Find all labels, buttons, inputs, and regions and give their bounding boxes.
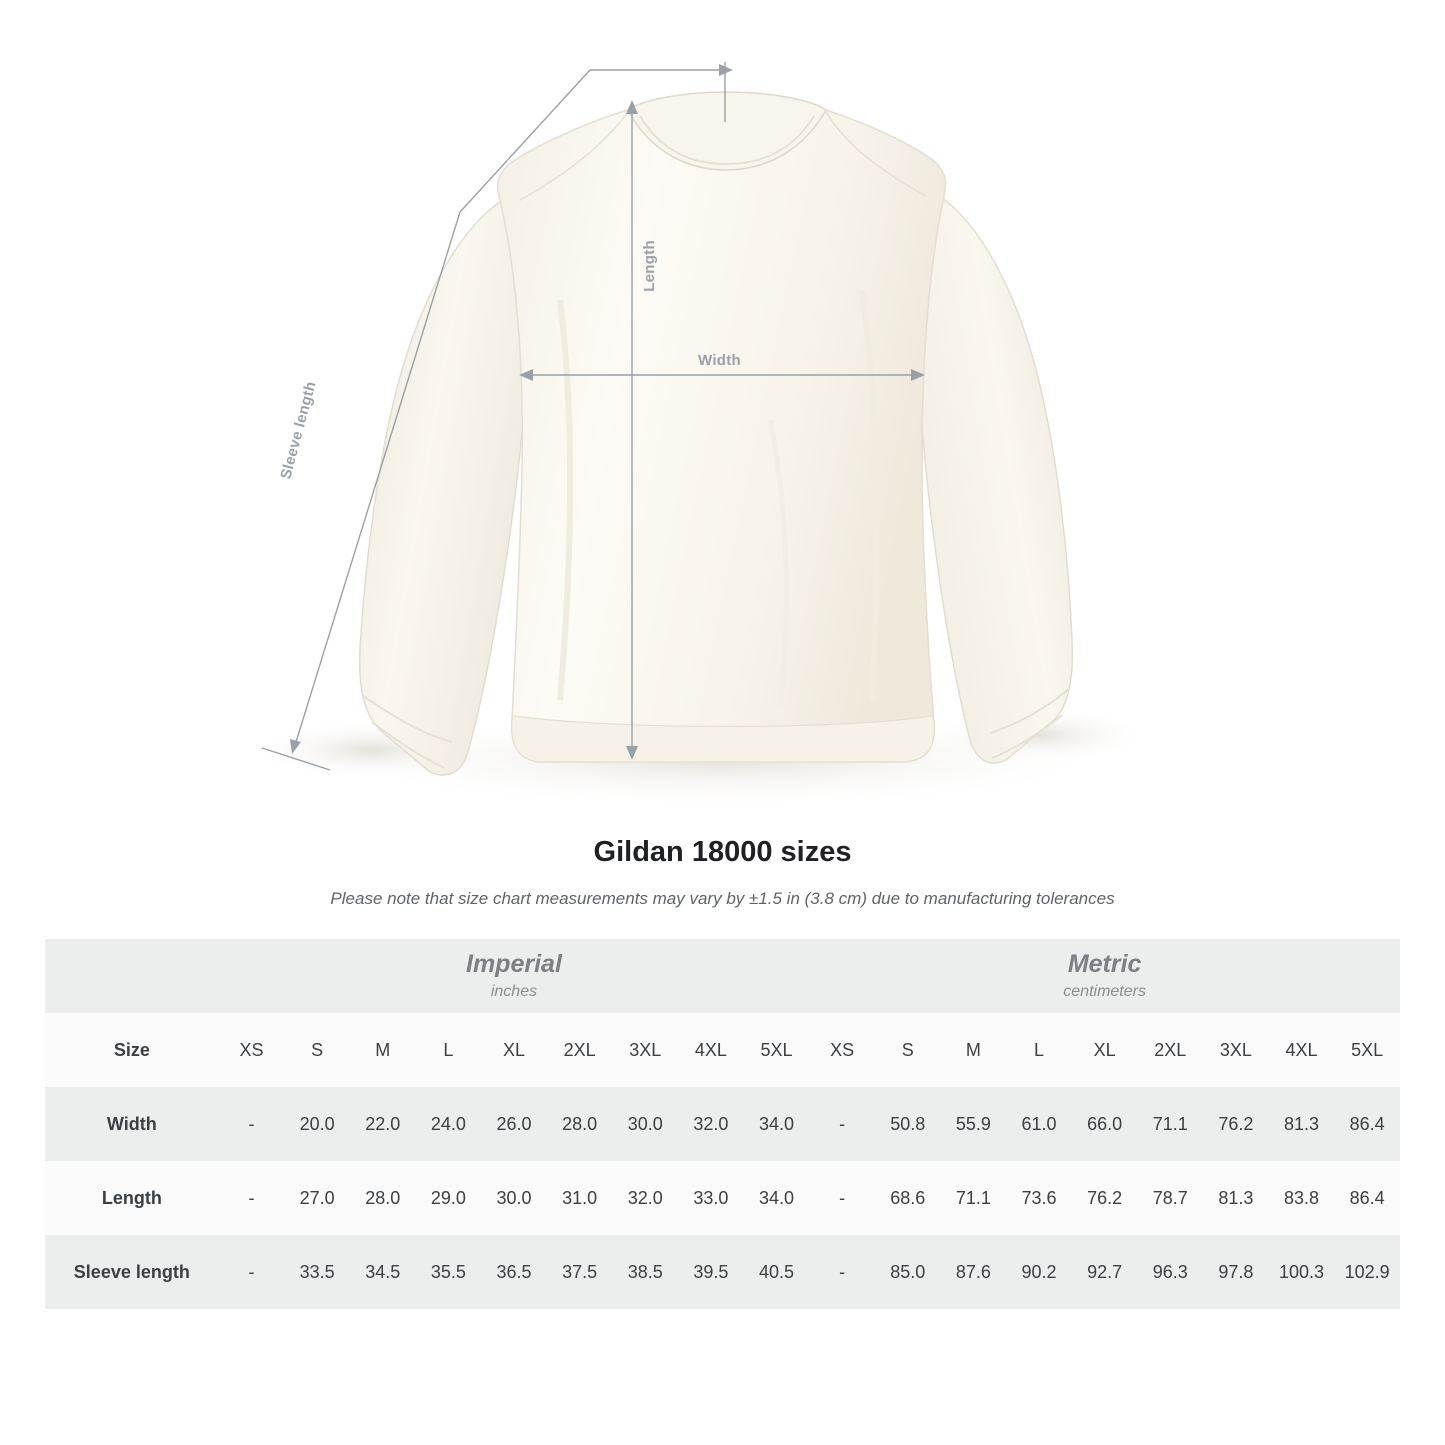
sleeve-met-3: 90.2	[1006, 1235, 1072, 1309]
size-col-imp-5: 2XL	[547, 1013, 613, 1087]
size-col-met-3: L	[1006, 1013, 1072, 1087]
size-col-imp-7: 4XL	[678, 1013, 744, 1087]
sleeve-length-dimension-text: Sleeve length	[277, 379, 320, 482]
size-col-imp-4: XL	[481, 1013, 547, 1087]
width-met-2: 55.9	[941, 1087, 1007, 1161]
imperial-subtitle: inches	[490, 982, 538, 1000]
size-col-met-0: XS	[809, 1013, 875, 1087]
width-met-7: 81.3	[1269, 1087, 1335, 1161]
row-label-sleeve-length: Sleeve length	[45, 1235, 219, 1309]
length-met-8: 86.4	[1334, 1161, 1400, 1235]
table-row-width	[45, 1087, 1400, 1161]
sleeve-imp-3: 35.5	[416, 1235, 482, 1309]
width-imp-1: 20.0	[284, 1087, 350, 1161]
length-imp-2: 28.0	[350, 1161, 416, 1235]
sleeve-met-6: 97.8	[1203, 1235, 1269, 1309]
sleeve-imp-2: 34.5	[350, 1235, 416, 1309]
sleeve-met-0: -	[809, 1235, 875, 1309]
length-met-0: -	[809, 1161, 875, 1235]
length-dimension-label: Length	[641, 240, 658, 292]
title-block	[0, 836, 1445, 909]
sleeve-imp-0: -	[219, 1235, 285, 1309]
width-imp-5: 28.0	[547, 1087, 613, 1161]
width-met-6: 76.2	[1203, 1087, 1269, 1161]
length-imp-5: 31.0	[547, 1161, 613, 1235]
width-met-4: 66.0	[1072, 1087, 1138, 1161]
length-met-4: 76.2	[1072, 1161, 1138, 1235]
metric-title: Metric	[1067, 949, 1142, 978]
size-table	[45, 939, 1400, 1309]
sleeve-imp-6: 38.5	[612, 1235, 678, 1309]
sleeve-imp-7: 39.5	[678, 1235, 744, 1309]
length-met-6: 81.3	[1203, 1161, 1269, 1235]
width-imp-3: 24.0	[416, 1087, 482, 1161]
length-met-3: 73.6	[1006, 1161, 1072, 1235]
width-imp-2: 22.0	[350, 1087, 416, 1161]
width-imp-4: 26.0	[481, 1087, 547, 1161]
width-imp-7: 32.0	[678, 1087, 744, 1161]
size-col-imp-6: 3XL	[612, 1013, 678, 1087]
size-col-met-1: S	[875, 1013, 941, 1087]
sleeve-imp-5: 37.5	[547, 1235, 613, 1309]
width-imp-8: 34.0	[744, 1087, 810, 1161]
table-row-sleeve-length	[45, 1235, 1400, 1309]
page-title: Gildan 18000 sizes	[593, 836, 852, 868]
size-header-label: Size	[45, 1013, 219, 1087]
row-label-length: Length	[45, 1161, 219, 1235]
sleeve-met-7: 100.3	[1269, 1235, 1335, 1309]
size-col-imp-3: L	[416, 1013, 482, 1087]
width-met-0: -	[809, 1087, 875, 1161]
sleeve-imp-4: 36.5	[481, 1235, 547, 1309]
width-imp-0: -	[219, 1087, 285, 1161]
sleeve-imp-8: 40.5	[744, 1235, 810, 1309]
imperial-header	[219, 939, 810, 1013]
length-met-5: 78.7	[1137, 1161, 1203, 1235]
length-imp-8: 34.0	[744, 1161, 810, 1235]
metric-header	[809, 939, 1400, 1013]
sleeve-met-5: 96.3	[1137, 1235, 1203, 1309]
size-col-imp-2: M	[350, 1013, 416, 1087]
size-col-imp-1: S	[284, 1013, 350, 1087]
length-imp-1: 27.0	[284, 1161, 350, 1235]
size-col-imp-8: 5XL	[744, 1013, 810, 1087]
table-row-length	[45, 1161, 1400, 1235]
width-imp-6: 30.0	[612, 1087, 678, 1161]
width-met-8: 86.4	[1334, 1087, 1400, 1161]
row-label-width: Width	[45, 1087, 219, 1161]
metric-subtitle: centimeters	[1063, 982, 1146, 1000]
size-table-wrap	[0, 939, 1445, 1309]
size-col-met-6: 3XL	[1203, 1013, 1269, 1087]
sleeve-met-8: 102.9	[1334, 1235, 1400, 1309]
length-met-7: 83.8	[1269, 1161, 1335, 1235]
length-imp-6: 32.0	[612, 1161, 678, 1235]
size-header-row	[45, 1013, 1400, 1087]
width-met-3: 61.0	[1006, 1087, 1072, 1161]
sleeve-met-4: 92.7	[1072, 1235, 1138, 1309]
length-imp-3: 29.0	[416, 1161, 482, 1235]
width-met-5: 71.1	[1137, 1087, 1203, 1161]
size-col-met-5: 2XL	[1137, 1013, 1203, 1087]
width-met-1: 50.8	[875, 1087, 941, 1161]
size-col-met-8: 5XL	[1334, 1013, 1400, 1087]
sleeve-length-dimension-label	[277, 379, 320, 482]
width-dimension-label: Width	[698, 352, 742, 369]
length-met-1: 68.6	[875, 1161, 941, 1235]
size-col-met-7: 4XL	[1269, 1013, 1335, 1087]
sleeve-met-1: 85.0	[875, 1235, 941, 1309]
length-met-2: 71.1	[941, 1161, 1007, 1235]
length-imp-0: -	[219, 1161, 285, 1235]
imperial-title: Imperial	[466, 949, 562, 978]
tolerance-note: Please note that size chart measurements may vary by ±1.5 in (3.8 cm) due to manufacturing tolerances	[330, 889, 1115, 908]
size-col-met-4: XL	[1072, 1013, 1138, 1087]
sleeve-imp-1: 33.5	[284, 1235, 350, 1309]
length-imp-4: 30.0	[481, 1161, 547, 1235]
unit-header-spacer	[45, 939, 219, 1013]
size-col-met-2: M	[941, 1013, 1007, 1087]
sleeve-met-2: 87.6	[941, 1235, 1007, 1309]
size-col-imp-0: XS	[219, 1013, 285, 1087]
length-imp-7: 33.0	[678, 1161, 744, 1235]
unit-header-row	[45, 939, 1400, 1013]
